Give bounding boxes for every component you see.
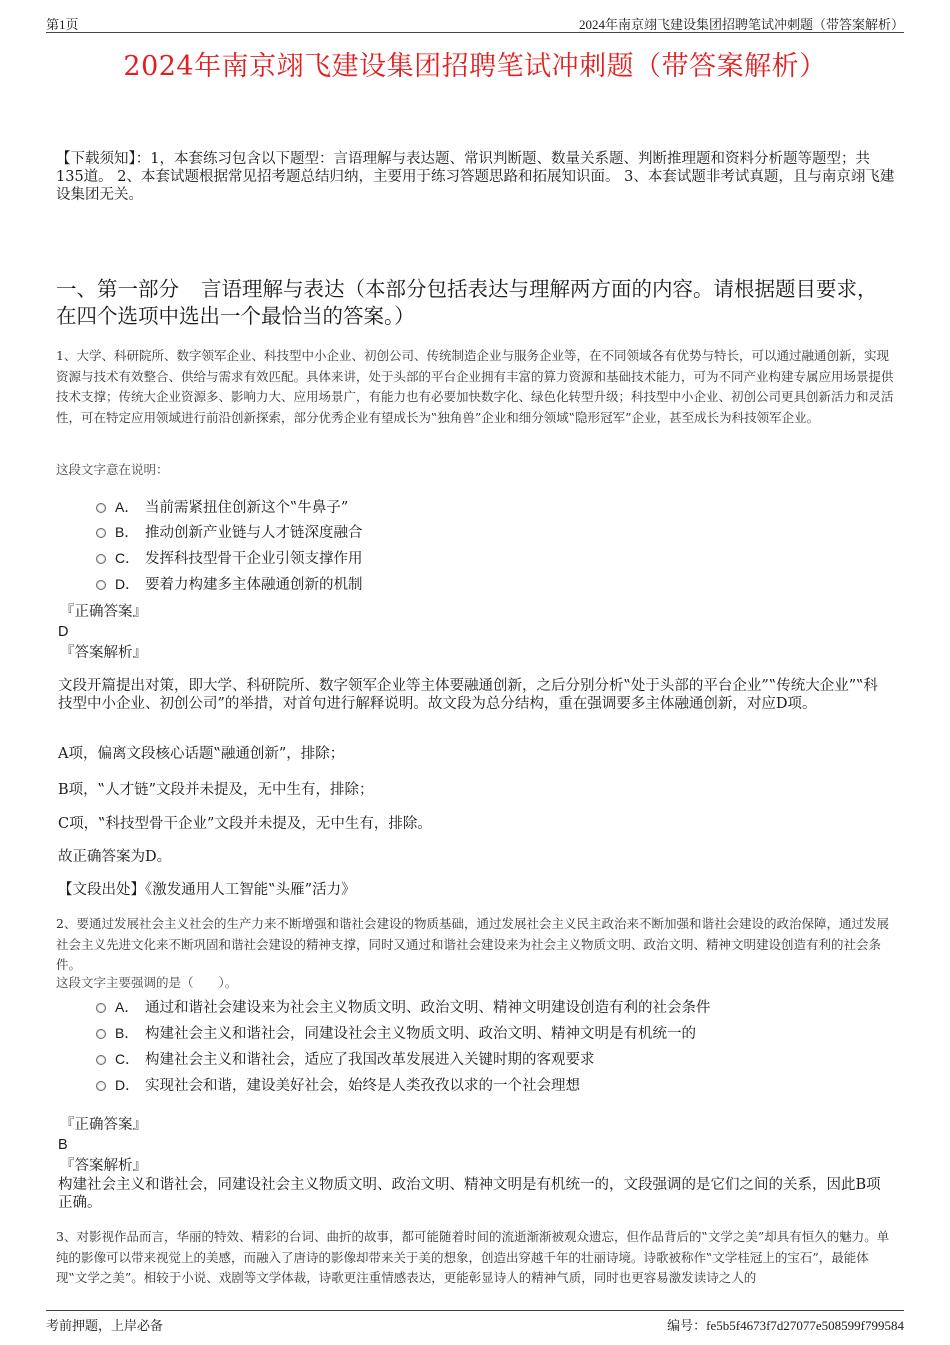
page-footer <box>46 1310 904 1333</box>
question-2-answer-label: 『正确答案』 <box>60 1117 147 1133</box>
header-doc-title: 2024年南京翊飞建设集团招聘笔试冲刺题（带答案解析） <box>578 17 904 32</box>
radio-icon[interactable] <box>96 503 106 513</box>
question-1-conclusion: 故正确答案为D。 <box>58 849 172 865</box>
question-1-text: 1、大学、科研院所、数字领军企业、科技型中小企业、初创公司、传统制造企业与服务企业等，在不同领域各有优势与特长，可以通过融通创新，实现资源与技术有效整合、供给与需求有效匹配。具体来讲，处于头部的平台企业拥有丰富的算力资源和基础技术能力，可为不同产业构建专属应用场景提供技术支撑；传统大企业资源多、影响力大、应用场景广，有能力也有必要加快数字化、绿色化转型升级；科技型中小企业、初创公司更具创新活力和灵活性，可在特定应用领域进行前沿创新探索，部分优秀企业有望成长为‟独角兽”企业和细分领域‟隐形冠军”企业，甚至成长为科技领军企业。 <box>56 348 894 425</box>
radio-icon[interactable] <box>96 580 106 590</box>
radio-icon[interactable] <box>96 528 106 538</box>
question-2-option-d[interactable]: D． 实现社会和谐，建设美好社会，始终是人类孜孜以求的一个社会理想 <box>96 1075 580 1095</box>
page-number: 第1页 <box>46 17 79 32</box>
radio-icon[interactable] <box>96 554 106 564</box>
question-2-analysis-label: 『答案解析』 <box>60 1158 147 1174</box>
download-notice: 【下载须知】：1，本套练习包含以下题型：言语理解与表达题、常识判断题、数量关系题、判断推理题和资料分析题等题型；共135道。 2、本套试题根据常见招考题总结归纳，主要用于练习答题思路和拓展知识面。 3、本套试题非考试真题，且与南京翊飞建设集团无关。 <box>56 151 895 203</box>
question-2-option-c[interactable]: C． 构建社会主义和谐社会，适应了我国改革发展进入关键时期的客观要求 <box>96 1049 595 1069</box>
section-description: 言语理解与表达（本部分包括表达与理解两方面的内容。请根据题目要求，在四个选项中选出一个最恰当的答案。） <box>56 277 878 328</box>
question-1-option-a[interactable]: A． 当前需紧扭住创新这个‟牛鼻子” <box>96 497 348 517</box>
radio-icon[interactable] <box>96 1003 106 1013</box>
question-1-option-b[interactable]: B． 推动创新产业链与人才链深度融合 <box>96 522 363 542</box>
question-1-answer: D <box>58 624 69 640</box>
question-1-note-c: C项，‟科技型骨干企业”文段并未提及，无中生有，排除。 <box>58 816 432 832</box>
question-2-prompt: 这段文字主要强调的是（ ）。 <box>56 975 238 990</box>
question-1-analysis-label: 『答案解析』 <box>60 645 147 661</box>
footer-code: 编号：fe5b5f4673f7d27077e508599f799584 <box>667 1318 904 1333</box>
page-header <box>46 12 904 33</box>
radio-icon[interactable] <box>96 1029 106 1039</box>
footer-slogan: 考前押题，上岸必备 <box>46 1318 164 1333</box>
question-1-option-d[interactable]: D． 要着力构建多主体融通创新的机制 <box>96 574 363 594</box>
question-3-text: 3、对影视作品而言，华丽的特效、精彩的台词、曲折的故事，都可能随着时间的流逝渐渐被观众遗忘，但作品背后的‟文学之美”却具有恒久的魅力。单纯的影像可以带来视觉上的美感，而融入了唐诗的影像却带来关于美的想象，创造出穿越千年的壮丽诗境。诗歌被称作‟文学桂冠上的宝石”，最能体现‟文学之美”。相较于小说、戏剧等文学体裁，诗歌更注重情感表达，更能彰显诗人的精神气质，同时也更容易激发读诗之人的 <box>56 1229 890 1285</box>
question-2-analysis: 构建社会主义和谐社会，同建设社会主义物质文明、政治文明、精神文明是有机统一的，文段强调的是它们之间的关系，因此B项正确。 <box>58 1177 881 1211</box>
question-1-note-b: B项，‟人才链”文段并未提及，无中生有，排除； <box>58 782 374 798</box>
question-1-answer-label: 『正确答案』 <box>60 604 147 620</box>
radio-icon[interactable] <box>96 1055 106 1065</box>
section-heading <box>56 276 896 330</box>
question-1-analysis: 文段开篇提出对策，即大学、科研院所、数字领军企业等主体要融通创新，之后分别分析‟处于头部的平台企业”‟传统大企业”‟科技型中小企业、初创公司”的举措，对首句进行解释说明。故文段为总分结构，重在强调要多主体融通创新，对应D项。 <box>58 678 879 712</box>
section-number: 一、第一部分 <box>56 277 179 301</box>
question-2-answer: B <box>58 1137 68 1153</box>
question-1-note-a: A项，偏离文段核心话题‟融通创新”，排除； <box>58 746 345 762</box>
question-1-option-c[interactable]: C． 发挥科技型骨干企业引领支撑作用 <box>96 548 363 568</box>
question-2-option-a[interactable]: A． 通过和谐社会建设来为社会主义物质文明、政治文明、精神文明建设创造有利的社会条件 <box>96 997 711 1017</box>
question-1-prompt: 这段文字意在说明： <box>56 462 169 477</box>
document-title: 2024年南京翊飞建设集团招聘笔试冲刺题（带答案解析） <box>123 51 827 82</box>
question-1-source: 【文段出处】《激发通用人工智能‟头雁”活力》 <box>58 882 356 898</box>
radio-icon[interactable] <box>96 1081 106 1091</box>
question-2-text: 2、要通过发展社会主义社会的生产力来不断增强和谐社会建设的物质基础，通过发展社会主义民主政治来不断加强和谐社会建设的政治保障，通过发展社会主义先进文化来不断巩固和谐社会建设的精神支撑，同时又通过和谐社会建设来为社会主义物质文明、政治文明、精神文明建设创造有利的社会条件。 <box>56 916 889 972</box>
question-2-option-b[interactable]: B． 构建社会主义和谐社会，同建设社会主义物质文明、政治文明、精神文明是有机统一的 <box>96 1023 696 1043</box>
